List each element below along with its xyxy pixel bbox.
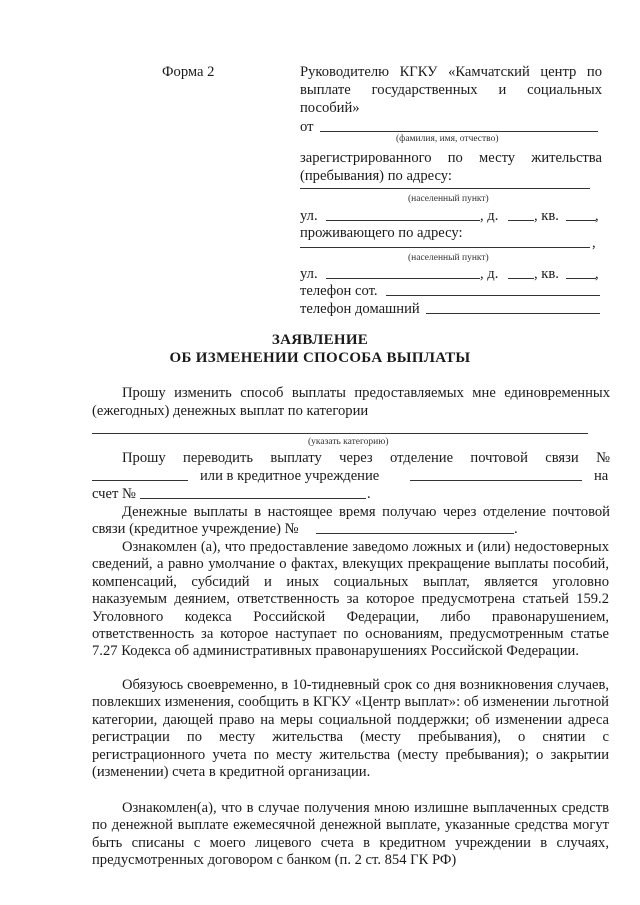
paragraph-overpayment-text: Ознакомлен(а), что в случае получения мною излишне выплаченных средств по денежной выплате ежемесячной денежной выплате, указанные средства могут быть списаны с моего лицевого счета в кредитном учреждении в случаях, предусмотренных договором с банком (п. 2 ст. 854 ГК РФ): [92, 800, 609, 869]
document-title: ЗАЯВЛЕНИЕ: [271, 332, 369, 348]
living-label: проживающего по адресу:: [300, 225, 463, 241]
reg-locality-field[interactable]: [300, 188, 590, 189]
p3-period: .: [514, 521, 518, 537]
paragraph-overpayment: [92, 800, 609, 870]
living-street-field[interactable]: [326, 278, 480, 279]
account-period: .: [367, 486, 371, 502]
phone-home-field[interactable]: [426, 313, 600, 314]
p2-line-2a: или в кредитное учреждение: [200, 468, 380, 484]
paragraph-obligation-text: Обязуюсь своевременно, в 10-тидневный срок со дня возникновения случаев, повлекших изменения, сообщить в КГКУ «Центр выплат»: об изменении льготной категории, дающей право на меры социальной поддержки; об изменении адреса регистрации по месту жительства (месту пребывания), о снятии с регистрационного учета по месту жительства (месту пребывания); о закрытии (изменении) счета в кредитной организации.: [92, 677, 609, 781]
form-label: Форма 2: [162, 64, 215, 80]
reg-apt-label: , кв.: [534, 208, 559, 224]
paragraph-obligation: [92, 677, 609, 781]
account-number-field[interactable]: [140, 498, 366, 499]
reg-comma: ,: [595, 208, 599, 224]
fio-hint: (фамилия, имя, отчество): [396, 134, 499, 144]
p3-line-1: Денежные выплаты в настоящее время получаю через отделение почтовой: [122, 504, 610, 520]
living-apt-label: , кв.: [534, 266, 559, 282]
registered-line-1: зарегистрированного по месту жительства: [300, 150, 602, 166]
paragraph-liability: [92, 539, 609, 661]
post-office-field[interactable]: [92, 480, 188, 481]
category-hint: (указать категорию): [308, 437, 389, 447]
living-locality-field[interactable]: [300, 247, 590, 248]
document-subtitle: ОБ ИЗМЕНЕНИИ СПОСОБА ВЫПЛАТЫ: [169, 350, 471, 366]
category-field[interactable]: [92, 433, 588, 434]
living-locality-hint: (населенный пункт): [408, 253, 489, 263]
fio-field[interactable]: [320, 131, 598, 132]
reg-house-field[interactable]: [508, 220, 534, 221]
registered-line-2: (пребывания) по адресу:: [300, 168, 452, 184]
phone-mobile-field[interactable]: [386, 295, 600, 296]
p2-line-3: счет №: [92, 486, 136, 502]
current-office-field[interactable]: [316, 533, 514, 534]
living-street-label: ул.: [300, 266, 318, 282]
reg-street-label: ул.: [300, 208, 318, 224]
living-house-field[interactable]: [508, 278, 534, 279]
addressee-line-1: Руководителю КГКУ «Камчатский центр по: [300, 64, 602, 80]
paragraph-liability-text: Ознакомлен (а), что предоставление заведомо ложных и (или) недостоверных сведений, а равно умолчание о фактах, влекущих прекращение выплаты пособий, компенсаций, субсидий и иных социальных выплат, является уголовно наказуемым деянием, ответственность за которое предусмотрена статьей 159.2 Уголовного кодекса Российской Федерации, либо правонарушением, ответственность за которое наступает по основаниям, предусмотренным статье 7.27 Кодекса об административных правонарушениях Российской Федерации.: [92, 539, 609, 660]
living-apt-field[interactable]: [566, 278, 596, 279]
reg-apt-field[interactable]: [566, 220, 596, 221]
p1-line-2: (ежегодных) денежных выплат по категории: [92, 403, 369, 419]
addressee-line-2: выплате государственных и социальных: [300, 82, 602, 98]
p3-line-2: связи (кредитное учреждение) №: [92, 521, 299, 537]
p2-line-1: Прошу переводить выплату через отделение почтовой связи №: [122, 450, 610, 466]
reg-locality-hint: (населенный пункт): [408, 194, 489, 204]
reg-house-label: , д.: [480, 208, 499, 224]
phone-home-label: телефон домашний: [300, 301, 420, 317]
reg-street-field[interactable]: [326, 220, 480, 221]
living-comma-2: ,: [595, 266, 599, 282]
credit-institution-field[interactable]: [410, 480, 582, 481]
p2-line-2b: на: [594, 468, 609, 484]
from-label: от: [300, 119, 314, 135]
living-house-label: , д.: [480, 266, 499, 282]
phone-mobile-label: телефон сот.: [300, 283, 378, 299]
addressee-line-3: пособий»: [300, 100, 360, 116]
p1-line-1: Прошу изменить способ выплаты предоставляемых мне единовременных: [122, 385, 610, 401]
living-comma: ,: [592, 235, 596, 251]
